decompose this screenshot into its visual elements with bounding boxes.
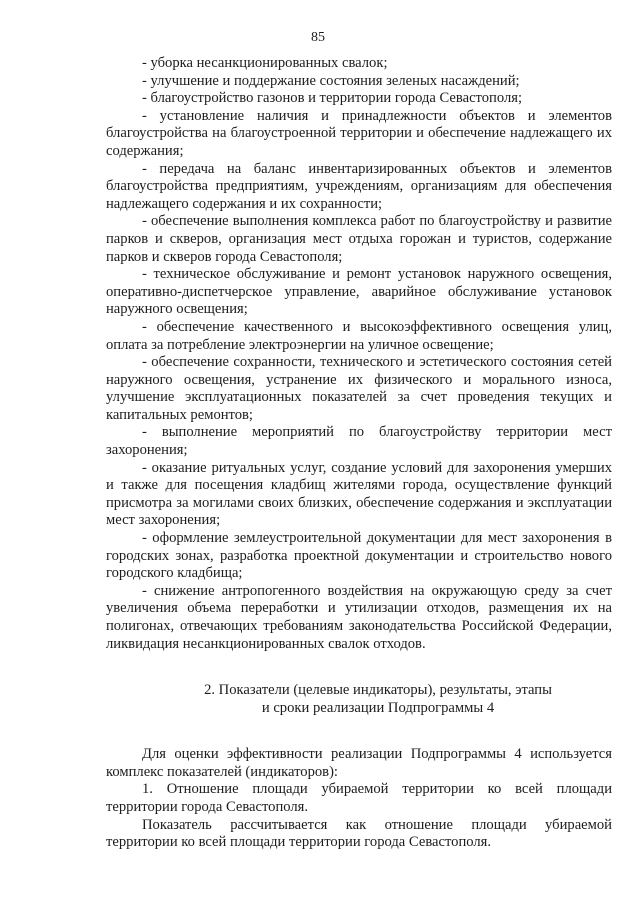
list-item: - выполнение мероприятий по благоустройству территории мест захоронения; xyxy=(106,424,612,459)
list-item: - обеспечение сохранности, технического и эстетического состояния сетей наружного освещения, устранение их физического и морального износа, улучшение эксплуатационных показателей за счет проведения текущих и капитальных ремонтов; xyxy=(106,354,612,423)
list-item: - обеспечение качественного и высокоэффективного освещения улиц, оплата за потребление электроэнергии на уличное освещение; xyxy=(106,318,612,353)
list-item: - уборка несанкционированных свалок; xyxy=(142,55,388,71)
measures-list xyxy=(106,55,612,653)
list-item: - установление наличия и принадлежности объектов и элементов благоустройства на благоустроенной территории и обеспечение надлежащего их содержания; xyxy=(106,107,612,159)
page-number: 85 xyxy=(311,30,325,45)
list-item: - благоустройство газонов и территории города Севастополя; xyxy=(142,90,522,107)
list-item: - оформление землеустроительной документации для мест захоронения в городских зонах, разработка проектной документации и строительство нового городского кладбища; xyxy=(106,530,612,582)
list-item: - снижение антропогенного воздействия на окружающую среду за счет увеличения объема переработки и утилизации отходов, размещения их на полигонах, отвечающих требованиям законодательства Российской Федерации, ликвидация несанкционированных свалок отходов. xyxy=(106,582,612,652)
paragraph: 1. Отношение площади убираемой территории ко всей площади территории города Севастополя. xyxy=(106,781,612,815)
section-heading xyxy=(106,681,612,717)
paragraph: Показатель рассчитывается как отношение площади убираемой территории ко всей площади территории города Севастополя. xyxy=(106,816,612,851)
paragraph: Для оценки эффективности реализации Подпрограммы 4 используется комплекс показателей (индикаторов): xyxy=(106,746,612,780)
section-heading-line: 2. Показатели (целевые индикаторы), результаты, этапы xyxy=(204,682,552,699)
section-heading-line: и сроки реализации Подпрограммы 4 xyxy=(261,700,495,717)
list-item: - оказание ритуальных услуг, создание условий для захоронения умерших и также для посещения кладбищ жителями города, осуществление функций присмотра за могилами своих близких, обеспечение содержания и эксплуатации мест захоронения; xyxy=(106,459,612,529)
list-item: - передача на баланс инвентаризированных объектов и элементов благоустройства предприятиям, учреждениям, организациям для обеспечения надлежащего содержания и их сохранности; xyxy=(106,160,612,212)
list-item: - улучшение и поддержание состояния зеленых насаждений; xyxy=(142,72,520,89)
list-item: - обеспечение выполнения комплекса работ по благоустройству и развитие парков и скверов, организация мест отдыха горожан и туристов, содержание парков и скверов города Севастополя; xyxy=(106,213,612,265)
page-content xyxy=(106,55,612,852)
list-item: - техническое обслуживание и ремонт установок наружного освещения, оперативно-диспетчерское управление, аварийное обслуживание установок наружного освещения; xyxy=(106,266,612,318)
